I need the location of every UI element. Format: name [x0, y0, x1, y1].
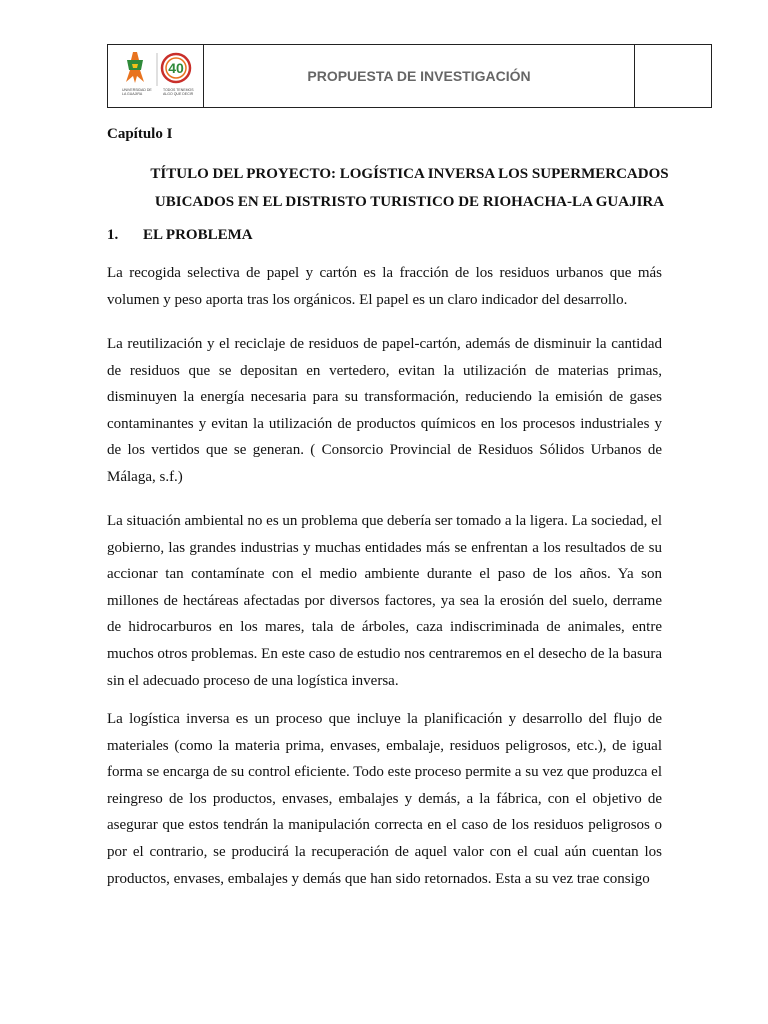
header-title: PROPUESTA DE INVESTIGACIÓN	[204, 45, 635, 107]
svg-text:40: 40	[168, 60, 184, 76]
university-logo	[122, 50, 196, 88]
chapter-heading: Capítulo I	[107, 126, 173, 142]
paragraph: La logística inversa es un proceso que incluye la planificación y desarrollo del flujo de materiales (como la materia prima, envases, embalaje, residuos peligrosos, etc.), de igual forma se encarga de su control eficiente. Todo este proceso permite a su vez que produzca el reingreso de los productos, envases, embalajes y demás, a la fábrica, con el objetivo de asegurar que estos tendrán la manipulación correcta en el caso de los residuos peligrosos o por el contrario, se producirá la recuperación de aquel valor con el cual aún cuentan los productos, envases, embalajes y demás que han sido retornados. Esta a su vez trae consigo	[107, 711, 662, 887]
project-title	[107, 160, 712, 216]
logo-caption-right: TODOS TENEMOS ALGO QUE DECIR	[163, 88, 194, 96]
logo-cell	[108, 45, 204, 107]
section-title: EL PROBLEMA	[143, 227, 253, 243]
paragraph: La reutilización y el reciclaje de residuos de papel-cartón, además de disminuir la cantidad de residuos que se depositan en vertedero, evitan la utilización de materias primas, disminuyen la energía necesaria para su transformación, reduciendo la emisión de gases contaminantes y evitan la utilización de productos químicos en los procesos industriales y de los vertidos que se generan. ( Consorcio Provincial de Residuos Sólidos Urbanos de Málaga, s.f.)	[107, 336, 662, 485]
project-title-line-1: TÍTULO DEL PROYECTO: LOGÍSTICA INVERSA LOS SUPERMERCADOS	[150, 166, 669, 182]
section-number: 1.	[107, 227, 119, 243]
header-empty-cell	[635, 45, 711, 107]
logo-caption	[122, 88, 196, 96]
paragraph: La situación ambiental no es un problema que debería ser tomado a la ligera. La sociedad, el gobierno, las grandes industrias y muchas entidades más se enfrentan a los resultados de su accionar tan contamínate con el medio ambiente durante el paso de los años. Ya son millones de hectáreas afectadas por diversos factores, ya sea la erosión del suelo, derrame de hidrocarburos en los mares, tala de árboles, caza indiscriminada de animales, entre muchos otros problemas. En este caso de estudio nos centraremos en el desecho de la basura sin el adecuado proceso de una logística inversa.	[107, 513, 662, 689]
paragraph: La recogida selectiva de papel y cartón es la fracción de los residuos urbanos que más volumen y peso aporta tras los orgánicos. El papel es un claro indicador del desarrollo.	[107, 265, 662, 308]
header-table	[107, 44, 712, 108]
section-heading	[107, 227, 253, 244]
logo-caption-left: UNIVERSIDAD DE LA GUAJIRA	[122, 88, 152, 96]
project-title-line-2: UBICADOS EN EL DISTRISTO TURISTICO DE RIOHACHA-LA GUAJIRA	[154, 194, 665, 210]
